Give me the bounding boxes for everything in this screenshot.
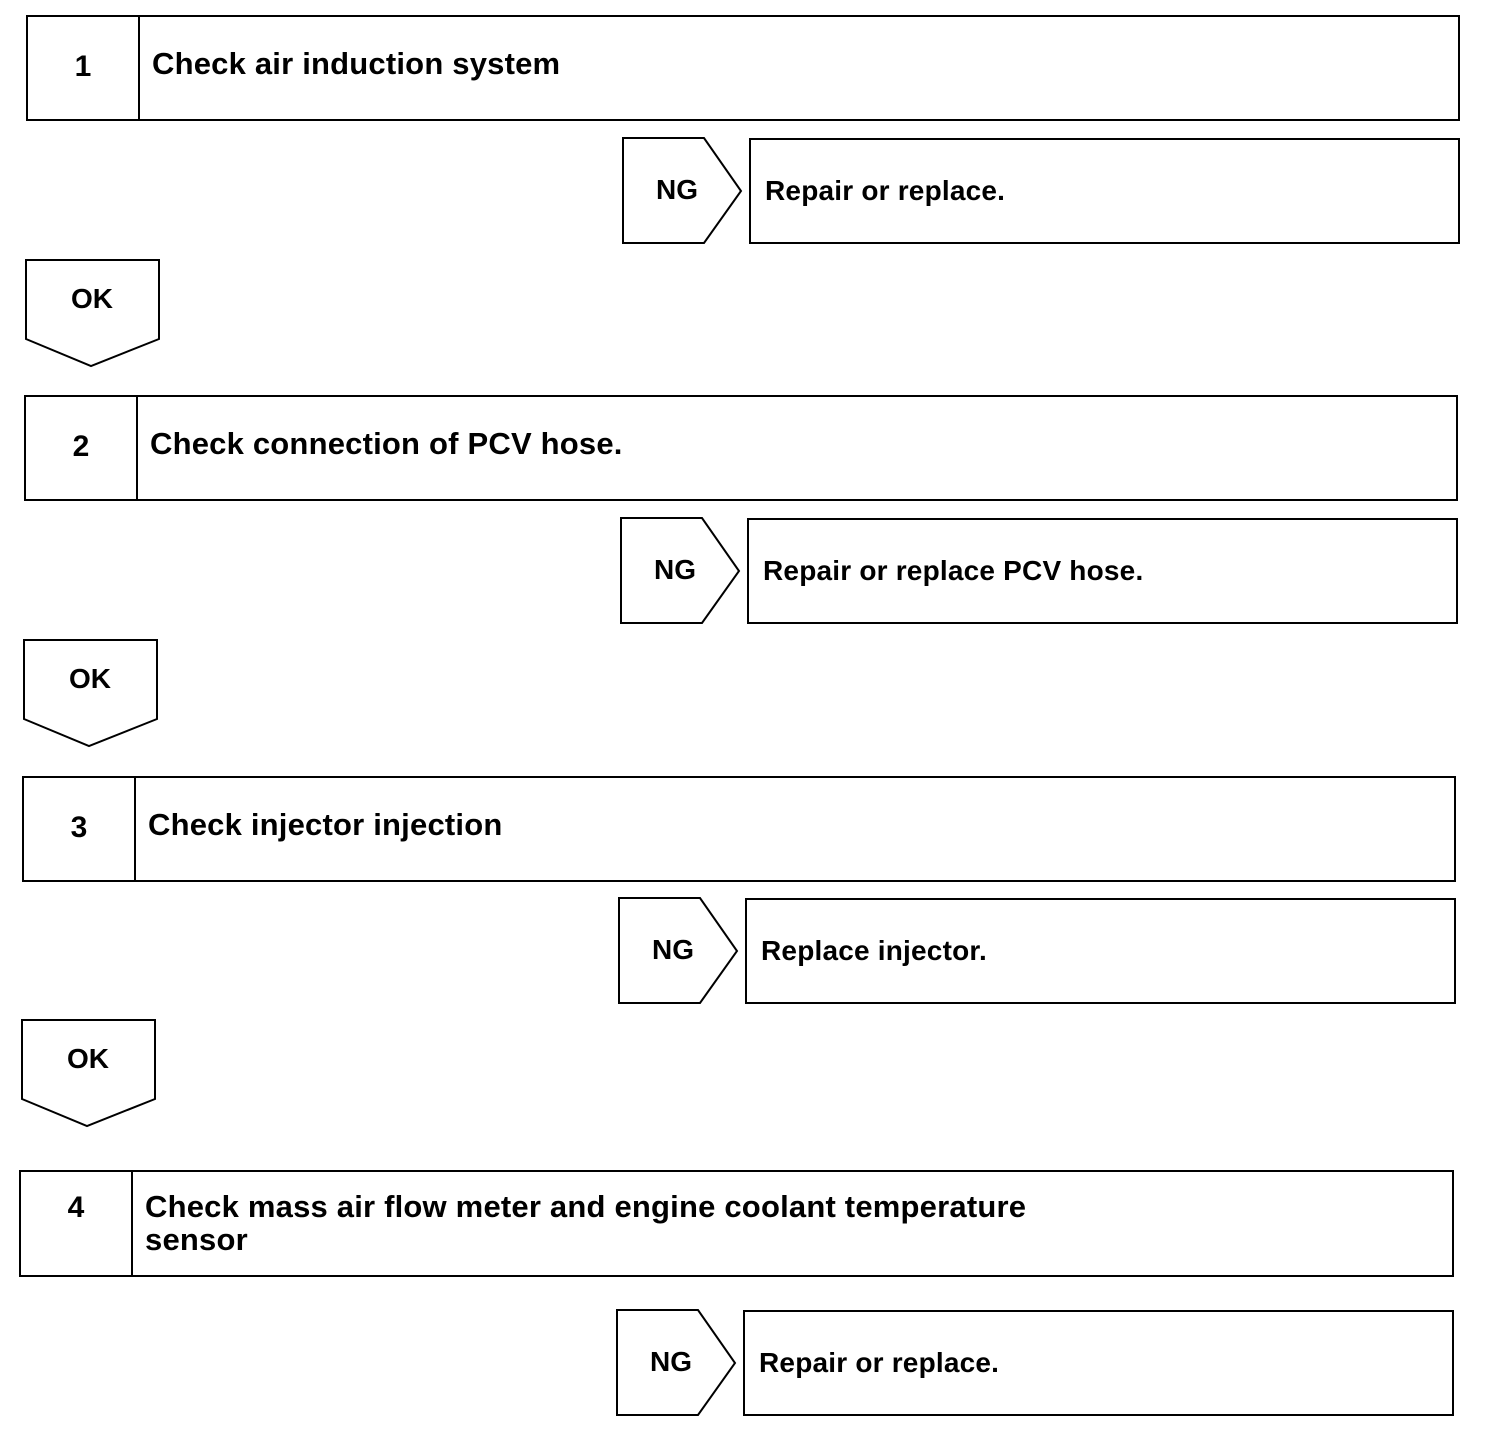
step-3-box: [22, 776, 1456, 882]
step-1-title: Check air induction system: [152, 46, 561, 81]
step-4-ng-result: [743, 1310, 1454, 1416]
step-2-ng-label: NG: [654, 554, 696, 585]
step-2-ok-tag: [23, 639, 159, 749]
step-3-title: Check injector injection: [148, 807, 503, 842]
step-2-box: [24, 395, 1458, 501]
step-3-ok-tag: [21, 1019, 157, 1129]
step-1-ng-action: Repair or replace.: [765, 175, 1006, 206]
step-3-ng-action: Replace injector.: [761, 935, 987, 966]
step-2-title: Check connection of PCV hose.: [150, 426, 623, 461]
step-4-ng-action: Repair or replace.: [759, 1347, 1000, 1378]
step-2-number: 2: [26, 397, 138, 499]
step-2-ng-result: [747, 518, 1458, 624]
step-4-ng-label: NG: [650, 1346, 692, 1377]
step-1-number: 1: [28, 17, 140, 119]
step-1-ok-tag: [25, 259, 161, 369]
step-1-ng-result: [749, 138, 1460, 244]
step-4-title: Check mass air flow meter and engine coolant temperature sensor: [145, 1189, 1027, 1257]
step-1-ng-label: NG: [656, 174, 698, 205]
step-1-ng-tag: [622, 137, 744, 245]
step-3-ng-label: NG: [652, 934, 694, 965]
step-3-ng-result: [745, 898, 1456, 1004]
step-2-ng-tag: [620, 517, 742, 625]
step-2-ng-action: Repair or replace PCV hose.: [763, 555, 1144, 586]
step-3-ng-tag: [618, 897, 740, 1005]
step-1-ok-label: OK: [71, 283, 113, 314]
step-2-ok-label: OK: [69, 663, 111, 694]
step-3-number: 3: [24, 778, 136, 880]
step-4-number: 4: [21, 1172, 133, 1275]
step-3-ok-label: OK: [67, 1043, 109, 1074]
step-1-box: [26, 15, 1460, 121]
step-4-box: [19, 1170, 1454, 1277]
step-4-ng-tag: [616, 1309, 738, 1417]
